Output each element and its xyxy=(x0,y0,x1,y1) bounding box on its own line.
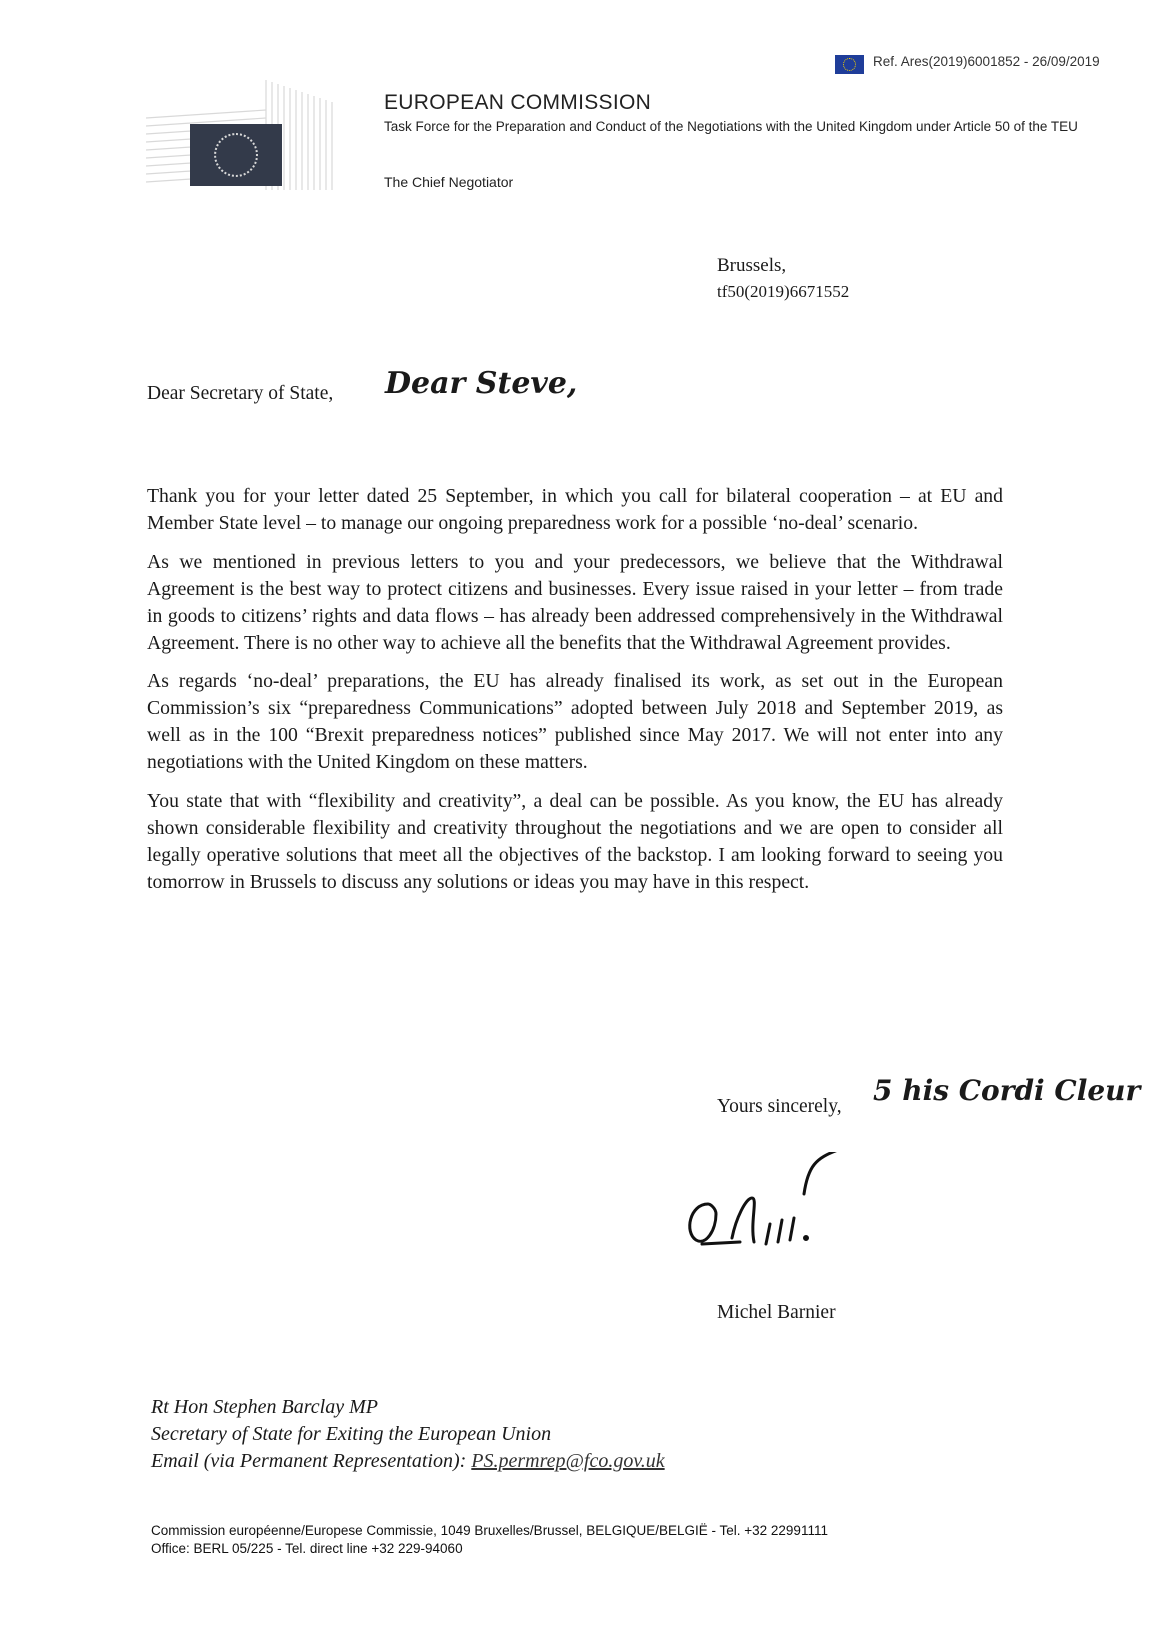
handwritten-closing: 5 his Cordi Cleur xyxy=(873,1074,1141,1107)
addressee-block xyxy=(151,1394,665,1475)
department-name: Task Force for the Preparation and Conduct of the Negotiations with the United Kingdom under Article 50 of the TEU xyxy=(384,119,1078,134)
body-paragraph: As we mentioned in previous letters to you and your predecessors, we believe that the Withdrawal Agreement is the best way to protect citizens and businesses. Every issue raised in your letter – from trade in goods to citizens’ rights and data flows – has already been addressed comprehensively in the Withdrawal Agreement. There is no other way to achieve all the benefits that the Withdrawal Agreement provides. xyxy=(147,550,1003,654)
eu-flag-icon xyxy=(835,55,864,74)
signer-name: Michel Barnier xyxy=(717,1302,836,1323)
footer-office: Office: BERL 05/225 - Tel. direct line +32 229-94060 xyxy=(151,1540,463,1556)
letter-body xyxy=(147,483,1003,907)
eu-stars-icon xyxy=(190,124,282,186)
footer xyxy=(151,1522,828,1557)
letter-city: Brussels, xyxy=(717,255,787,276)
letter-reference-number: tf50(2019)6671552 xyxy=(717,282,850,301)
handwritten-greeting: Dear Steve, xyxy=(385,366,578,401)
addressee-title: Secretary of State for Exiting the European Union xyxy=(151,1423,552,1445)
body-paragraph: You state that with “flexibility and creativity”, a deal can be possible. As you know, the EU has already shown considerable flexibility and creativity throughout the negotiations and we are open to consider all legally operative solutions that meet all the objectives of the backstop. I am looking forward to seeing you tomorrow in Brussels to discuss any solutions or ideas you may have in this respect. xyxy=(147,789,1003,893)
footer-address: Commission européenne/Europese Commissie, 1049 Bruxelles/Brussel, BELGIQUE/BELGIË - Tel. +32 22991111 xyxy=(151,1523,828,1538)
salutation: Dear Secretary of State, xyxy=(147,383,334,404)
sender-role: The Chief Negotiator xyxy=(384,174,514,190)
document-reference: Ref. Ares(2019)6001852 - 26/09/2019 xyxy=(873,54,1100,69)
handwritten-signature xyxy=(680,1152,880,1257)
addressee-email-line xyxy=(151,1448,665,1475)
addressee-name: Rt Hon Stephen Barclay MP xyxy=(151,1396,378,1418)
email-link[interactable]: PS.permrep@fco.gov.uk xyxy=(471,1450,665,1472)
closing-phrase: Yours sincerely, xyxy=(717,1096,842,1117)
body-paragraph: As regards ‘no-deal’ preparations, the EU has already finalised its work, as set out in the European Commission’s six “preparedness Communications” adopted between July 2018 and September 2019, as well as in the 100 “Brexit preparedness notices” published since May 2017. We will not enter into any negotiations with the United Kingdom on these matters. xyxy=(147,670,1003,773)
email-label: Email (via Permanent Representation): xyxy=(151,1450,467,1472)
body-paragraph: Thank you for your letter dated 25 September, in which you call for bilateral cooperation – at EU and Member State level – to manage our ongoing preparedness work for a possible ‘no-deal’ scenario. xyxy=(147,485,1003,534)
organisation-name: EUROPEAN COMMISSION xyxy=(384,91,652,114)
